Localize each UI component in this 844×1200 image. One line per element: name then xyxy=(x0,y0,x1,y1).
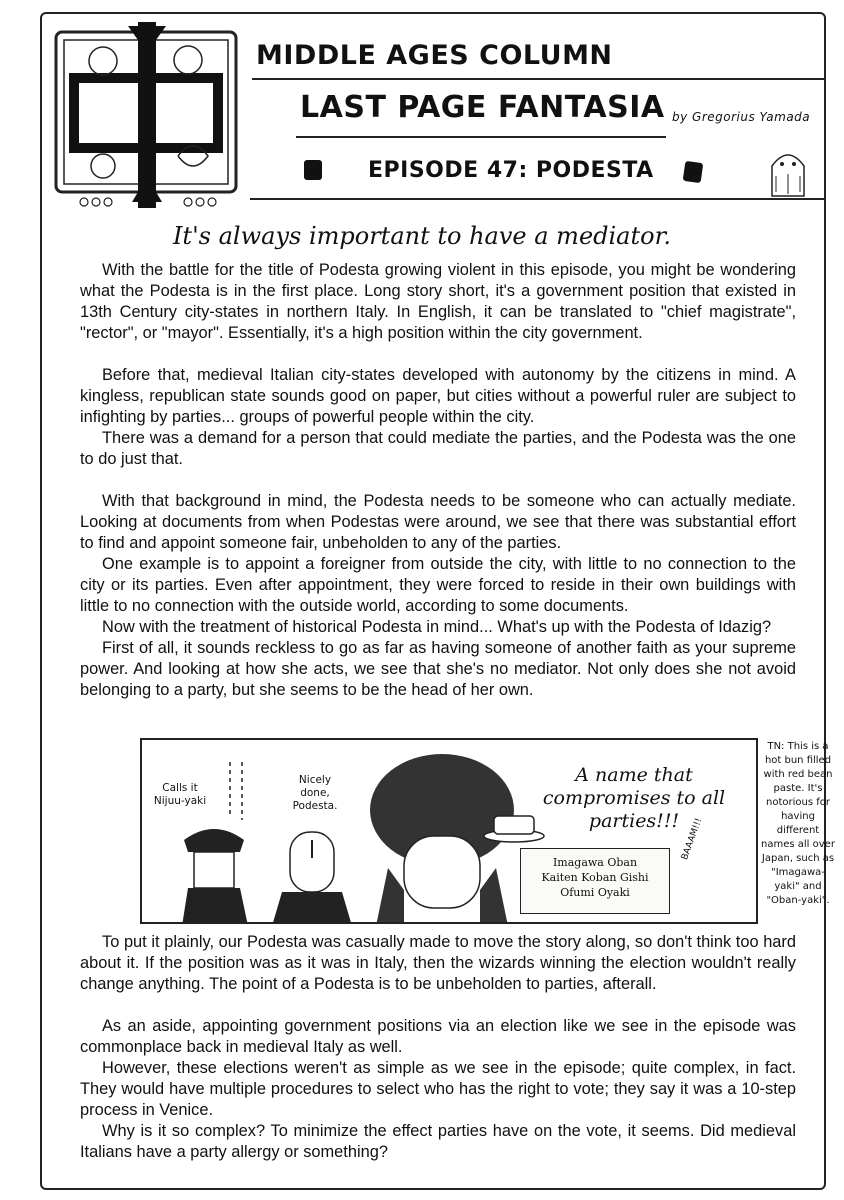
header-divider xyxy=(250,198,826,200)
translator-note: TN: This is a hot bun filled with red bean paste. It's notorious for having different names all over Japan, such as "Imagawa-yaki" and "Oban-yaki". xyxy=(761,741,835,906)
paragraph: As an aside, appointing government positions via an election like we see in the episode was commonplace back in medieval Italy as well. xyxy=(80,1017,796,1056)
scroll-line: Imagawa Oban xyxy=(552,856,638,869)
paragraph: First of all, it sounds reckless to go as far as having someone of another faith as your supreme power. And looking at how she acts, we see that she's no mediator. Not only does she not avoid belonging to a party, but she seems to be the head of her own. xyxy=(80,639,796,699)
comic-panel xyxy=(140,738,758,924)
paragraph: One example is to appoint a foreigner from outside the city, with little to no connection to the city or its parties. Even after appointment, they were forced to reside in their own buildings with little to no connection with the outside world, according to some documents. xyxy=(80,555,796,615)
speech-bubble-middle: Nicely done, Podesta. xyxy=(292,774,338,812)
paragraph: However, these elections weren't as simple as we see in the episode; quite complex, in fact. They would have multiple procedures to select who has the right to vote; they say it was a 10-step process in Venice. xyxy=(80,1059,796,1119)
name-scroll xyxy=(520,848,670,914)
sound-effect: BAAAM!!! xyxy=(680,816,705,862)
article-body-bottom xyxy=(80,932,796,1163)
paragraph: To put it plainly, our Podesta was casually made to move the story along, so don't think too hard about it. If the position was as it was in Italy, then the wizards winning the election wouldn't really change anything. The point of a Podesta is to be unbeholden to parties, afterall. xyxy=(80,933,796,993)
paragraph: With the battle for the title of Podesta growing violent in this episode, you might be wondering what the Podesta is in the first place. Long story short, it's a government position that existed in 13th Century city-states in northern Italy. In English, it can be translated to "chief magistrate", "rector", or "mayor". Essentially, it's a high position within the city government. xyxy=(80,261,796,342)
title-underline xyxy=(252,78,826,80)
scroll-line: Kaiten Koban Gishi xyxy=(541,871,649,884)
article-body-top xyxy=(80,260,796,701)
page-title-underline xyxy=(296,136,666,138)
paragraph: With that background in mind, the Podesta needs to be someone who can actually mediate. Looking at documents from when Podestas were around, we see that there was substantial effort to find and appoint someone fair, unbeholden to any of the parties. xyxy=(80,492,796,552)
mascot-doodle xyxy=(766,140,810,198)
page-title: LAST PAGE FANTASIA xyxy=(300,90,665,125)
episode-title: EPISODE 47: PODESTA xyxy=(368,158,654,183)
paragraph: Now with the treatment of historical Podesta in mind... What's up with the Podesta of Idazig? xyxy=(102,618,772,636)
paragraph: Why is it so complex? To minimize the effect parties have on the vote, it seems. Did medieval Italians have a party allergy or something? xyxy=(80,1122,796,1161)
illuminated-initial-logo xyxy=(48,16,248,212)
square-ornament-right xyxy=(683,161,704,183)
speech-bubble-big: A name that compromises to all parties!!! xyxy=(542,764,726,832)
paragraph: There was a demand for a person that could mediate the parties, and the Podesta was the one to do just that. xyxy=(80,429,796,468)
column-title: MIDDLE AGES COLUMN xyxy=(256,40,613,71)
paragraph: Before that, medieval Italian city-states developed with autonomy by the citizens in mind. A kingless, republican state sounds good on paper, but cities without a powerful ruler are subject to infighting by parties... groups of powerful people within the city. xyxy=(80,366,796,426)
square-ornament-left xyxy=(304,160,322,180)
scroll-line: Ofumi Oyaki xyxy=(560,886,630,899)
author-credit: by Gregorius Yamada xyxy=(672,110,811,124)
subheading: It's always important to have a mediator. xyxy=(172,222,672,250)
speech-bubble-left: Calls it Nijuu-yaki xyxy=(153,782,207,807)
